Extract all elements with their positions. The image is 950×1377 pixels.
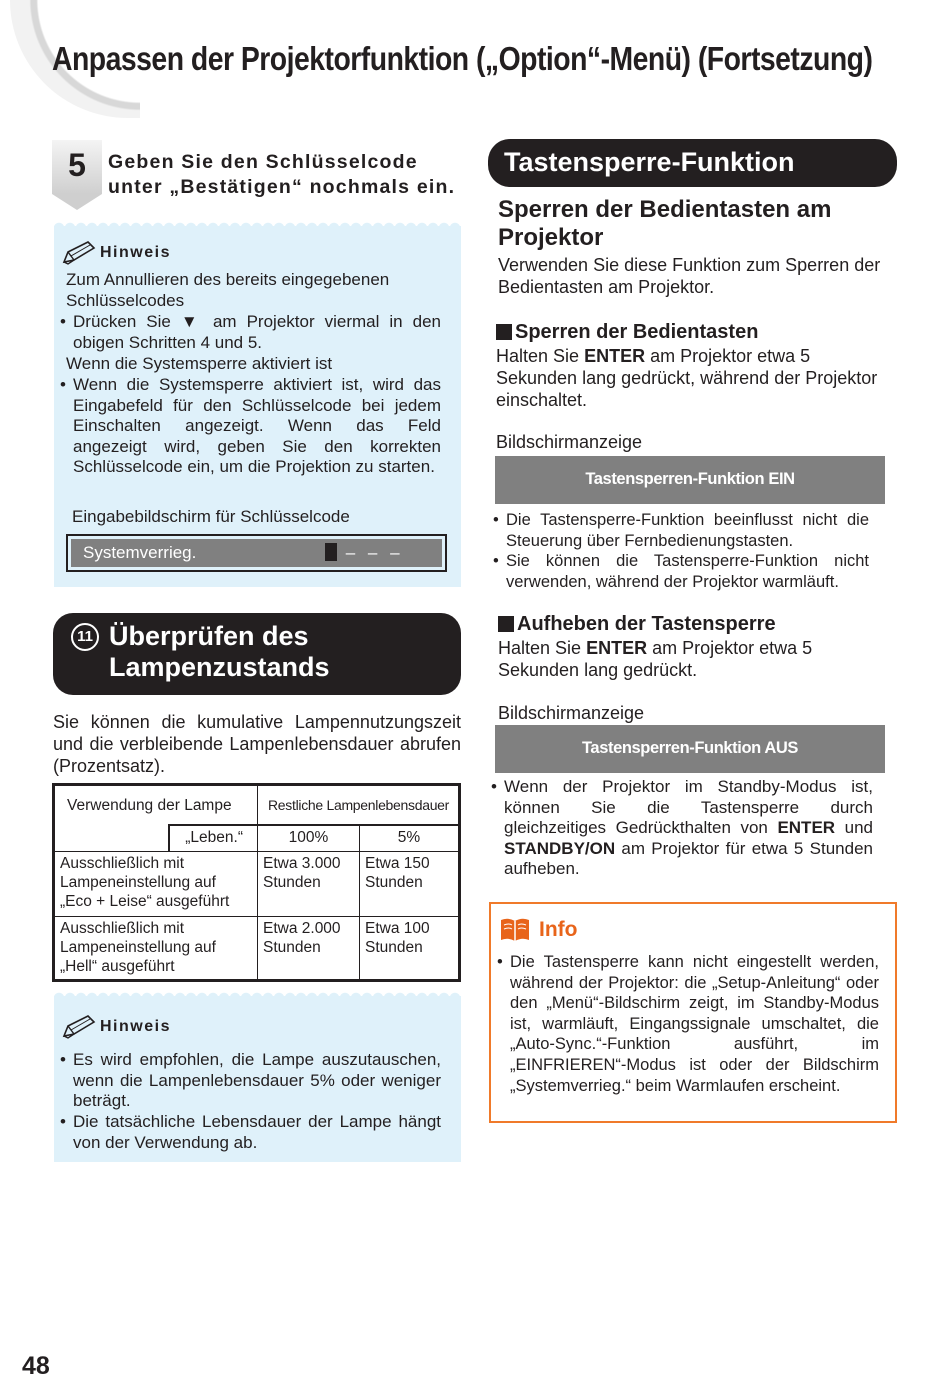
table-cell: Etwa 2.000 Stunden [258,916,360,980]
keycode-screen [66,534,447,572]
info-bullet: • Die Tastensperre kann nicht eingestellt werden, während der Projektor: die „Setup-Anleitung“ oder den „Menü“-Bildschirm zeigt, im Standby-Modus ist, warmläuft, Eingangssignale umschaltet, die „Auto-Sync.“-Funktion ausführt, im „EINFRIEREN“-Modus ist oder der Bildschirm „Systemverrieg.“ beim Warmlaufen erscheint. [510,952,879,1096]
page-number: 48 [22,1352,50,1377]
screen-caption: Eingabebildschirm für Schlüsselcode [72,507,350,526]
hint-box [54,996,461,1162]
keycode-screen-label: Systemverrieg. [83,543,197,562]
key-name: STANDBY/ON [504,838,616,858]
hint-label: Hinweis [100,244,171,261]
lock-bullet: • Die Tastensperre-Funktion beeinflusst nicht die Steuerung über Fernbedienungstasten. [506,510,869,551]
text-run: am Projektor für etwa 5 Stunden aufheben. [504,838,873,879]
hint-subheading: Wenn die Systemsperre aktiviert ist [66,354,333,373]
lock-heading [496,320,758,344]
keycode-cursor [325,543,337,561]
section-number-badge: 11 [71,623,99,651]
lock-instruction [496,345,886,411]
lock-heading-text: Sperren der Bedientasten [515,321,759,343]
table-cell: „Leben.“ [169,825,258,852]
unlock-bullet [504,777,873,880]
text-run: und [835,818,873,838]
section-heading-lamp [53,613,461,695]
text-run: am Projektor etwa 5 Sekunden lang gedrückt, während der Projektor einschaltet. [496,346,878,410]
table-spacer [54,825,169,852]
hint-heading [62,240,171,266]
hint-bullet: • Drücken Sie ▼ am Projektor viermal in den obigen Schritten 4 und 5. [73,312,441,353]
section-title-line: Überprüfen des [109,621,309,651]
osd-caption: Bildschirmanzeige [498,703,645,723]
unlock-heading [498,612,776,636]
section-heading-keylock [488,139,897,187]
text-run: am Projektor etwa 5 Sekunden lang gedrückt. [498,638,813,680]
osd-keylock-off: Tastensperren-Funktion AUS [495,725,885,773]
text-run: Halten Sie [498,638,587,658]
table-header: Verwendung der Lampe [54,785,258,826]
section-title: Tastensperre-Funktion [504,147,795,177]
osd-caption: Bildschirmanzeige [496,432,643,452]
lamp-intro: Sie können die kumulative Lampennutzungszeit und die verbleibende Lampenlebensdauer abrufen (Prozentsatz). [53,712,461,776]
page-title: Anpassen der Projektorfunktion („Option“-Menü) (Fortsetzung) [52,40,873,77]
hint-label: Hinweis [100,1018,171,1035]
key-name: ENTER [584,346,646,366]
table-header: Restliche Lampenlebensdauer [258,785,460,826]
step-instruction: Geben Sie den Schlüsselcode unter „Bestätigen“ nochmals ein. [108,151,456,198]
hint-box-edge [54,988,461,998]
unlock-instruction [498,637,888,681]
table-cell: Ausschließlich mit Lampeneinstellung auf „Hell“ ausgeführt [54,916,258,980]
text-run: Halten Sie [496,346,585,366]
table-cell: Etwa 150 Stunden [360,852,460,916]
text-run: Wenn der Projektor im Standby-Modus ist, können Sie die Tastensperre durch gleichzeitiges Gedrückthalten von [504,777,873,838]
info-box [489,902,897,1123]
book-icon [499,916,531,944]
lock-bullet: • Sie können die Tastensperre-Funktion nicht verwenden, während der Projektor warmläuft. [506,551,869,592]
table-cell: 5% [360,825,460,852]
osd-keylock-on: Tastensperren-Funktion EIN [495,456,885,504]
table-row [54,916,460,980]
hint-bullet: • Die tatsächliche Lebensdauer der Lampe hängt von der Verwendung ab. [73,1112,441,1153]
keycode-screen-bar [71,539,442,567]
table-row [54,852,460,916]
pencil-icon [62,1014,98,1040]
section-title-line: Lampenzustands [109,652,330,682]
hint-bullet: • Es wird empfohlen, die Lampe auszutauschen, wenn die Lampenlebensdauer 5% oder weniger beträgt. [73,1050,441,1112]
square-bullet-icon [498,616,514,632]
table-cell: 100% [258,825,360,852]
hint-box [54,226,461,587]
table-cell: Etwa 100 Stunden [360,916,460,980]
step-badge [52,140,102,210]
pencil-icon [62,240,98,266]
key-name: ENTER [777,818,836,838]
subsection-title: Sperren der Bedientasten am Projektor [498,196,832,251]
step-badge-tip [52,194,102,210]
keycode-input-slots [325,539,404,566]
info-heading [499,916,577,944]
hint-heading [62,1014,171,1040]
info-label: Info [539,918,578,941]
hint-bullet: • Wenn die Systemsperre aktiviert ist, wird das Eingabefeld für den Schlüsselcode bei jedem Einschalten angezeigt. Wenn das Feld angezeigt wird, geben Sie den korrekten Schlüsselcode ein, um die Projektion zu starten. [73,375,441,478]
lamp-life-table [52,783,461,982]
table-cell: Ausschließlich mit Lampeneinstellung auf „Eco + Leise“ ausgeführt [54,852,258,916]
section-title [109,621,330,683]
hint-subheading: Zum Annullieren des bereits eingegebenen Schlüsselcodes [66,270,390,310]
keycode-dashes: – – – [345,543,404,562]
keylock-intro: Verwenden Sie diese Funktion zum Sperren der Bedientasten am Projektor. [498,255,881,297]
step-number: 5 [52,140,102,194]
unlock-heading-text: Aufheben der Tastensperre [517,613,776,635]
key-name: ENTER [586,638,648,658]
hint-box-edge [54,218,461,228]
table-cell: Etwa 3.000 Stunden [258,852,360,916]
square-bullet-icon [496,324,512,340]
